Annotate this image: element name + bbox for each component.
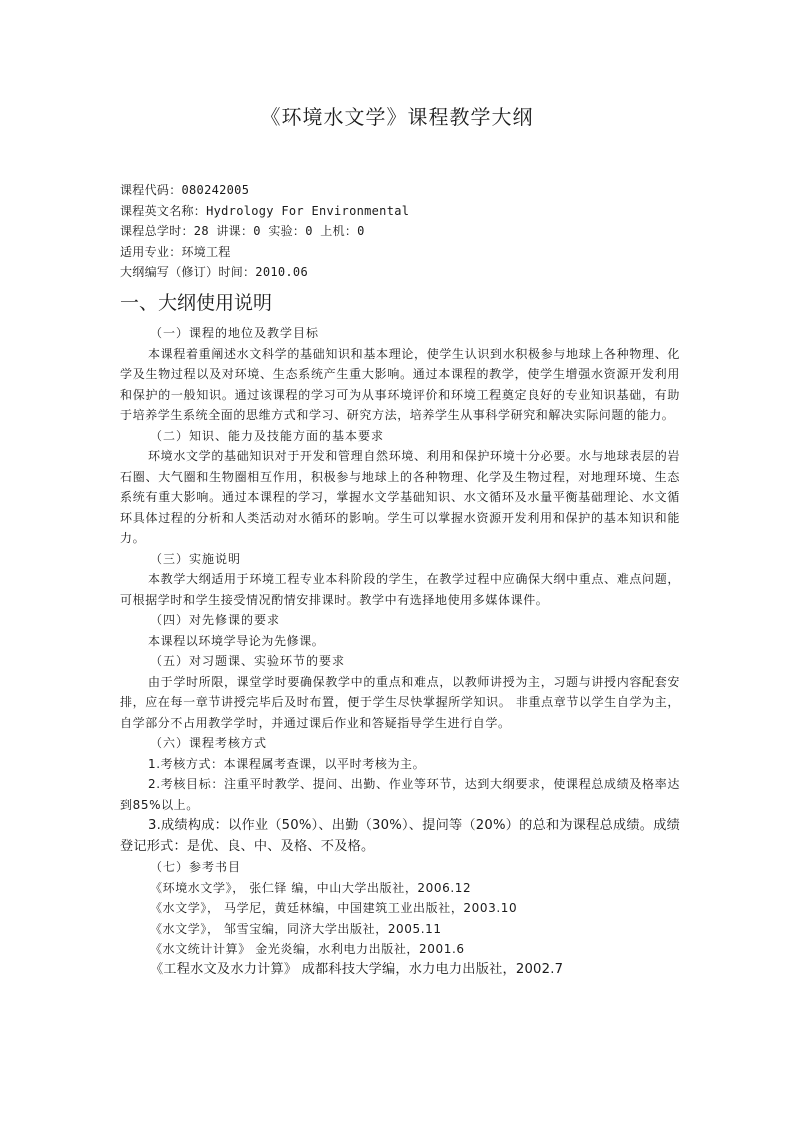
subheading-exercises: （五）对习题课、实验环节的要求 [150,654,346,668]
reference-item: 《水文统计计算》 金光炎编，水利电力出版社，2001.6 [150,942,465,956]
reference-item: 《环境水文学》， 张仁铎 编，中山大学出版社，2006.12 [150,880,472,895]
paragraph-position-goals: 本课程着重阐述水文科学的基础知识和基本理论，使学生认识到水积极参与地球上各种物理、化学及生物过程以及对环境、生态系统产生重大影响。通过本课程的教学，使学生增强水资源开发利用和保护的一般知识。通过该课程的学习可为从事环境评价和环境工程奠定良好的专业知识基础，有助于培养学生系统全面的思维方式和学习、研究方法，培养学生从事科学研究和解决实际问题的能力。 [120,346,680,422]
section-body [120,323,680,980]
reference-item: 《工程水文及水力计算》 成都科技大学编，水力电力出版社，2002.7 [150,961,564,977]
paragraph-grade-composition: 3.成绩构成：以作业（50%）、出勤（30%）、提问等（20%）的总和为课程总成绩。成绩登记形式：是优、良、中、及格、不及格。 [120,818,680,854]
course-hours: 课程总学时：28 讲课：0 实验：0 上机：0 [120,224,365,238]
section-heading: 一、大纲使用说明 [120,292,273,314]
document-title: 《环境水文学》课程教学大纲 [260,105,534,129]
reference-item: 《水文学》， 马学尼，黄廷林编，中国建筑工业出版社，2003.10 [150,901,518,915]
paragraph-requirements: 环境水文学的基础知识对于开发和管理自然环境、利用和保护环境十分必要。水与地球表层的岩石圈、大气圈和生物圈相互作用，积极参与地球上的各种物理、化学及生物过程，对地理环境、生态系统有重大影响。通过本课程的学习，掌握水文学基础知识、水文循环及水量平衡基础理论、水文循环具体过程的分析和人类活动对水循环的影响。学生可以掌握水资源开发利用和保护的基本知识和能力。 [120,449,680,545]
subheading-prerequisites: （四）对先修课的要求 [150,613,281,627]
course-major: 适用专业：环境工程 [120,244,231,259]
paragraph-exercises: 由于学时所限，课堂学时要确保教学中的重点和难点，以教师讲授为主，习题与讲授内容配套安排，应在每一章节讲授完毕后及时布置，便于学生尽快掌握所学知识。 非重点章节以学生自学为主，自学部分不占用教学学时，并通过课后作业和答疑指导学生进行自学。 [120,674,680,730]
subheading-implementation: （三）实施说明 [150,551,242,566]
course-info [120,180,680,283]
subheading-references: （七）参考书目 [150,860,242,874]
course-written-date: 大纲编写（修订）时间：2010.06 [120,265,308,279]
subheading-requirements: （二）知识、能力及技能方面的基本要求 [150,428,385,443]
paragraph-implementation: 本教学大纲适用于环境工程专业本科阶段的学生，在教学过程中应确保大纲中重点、难点问题，可根据学时和学生接受情况酌情安排课时。教学中有选择地使用多媒体课件。 [120,572,680,607]
course-code: 课程代码：080242005 [120,183,250,197]
paragraph-assessment-method: 1.考核方式：本课程属考查课，以平时考核为主。 [148,756,426,771]
course-english-name: 课程英文名称：Hydrology For Environmental [120,203,410,218]
subheading-assessment: （六）课程考核方式 [150,736,268,750]
paragraph-prerequisites: 本课程以环境学导论为先修课。 [148,633,325,648]
paragraph-assessment-goal: 2.考核目标：注重平时教学、提问、出勤、作业等环节，达到大纲要求，使课程总成绩及格率达到85%以上。 [120,777,680,812]
subheading-position-goals: （一）课程的地位及教学目标 [150,326,320,340]
reference-item: 《水文学》， 邹雪宝编，同济大学出版社，2005.11 [150,921,442,936]
